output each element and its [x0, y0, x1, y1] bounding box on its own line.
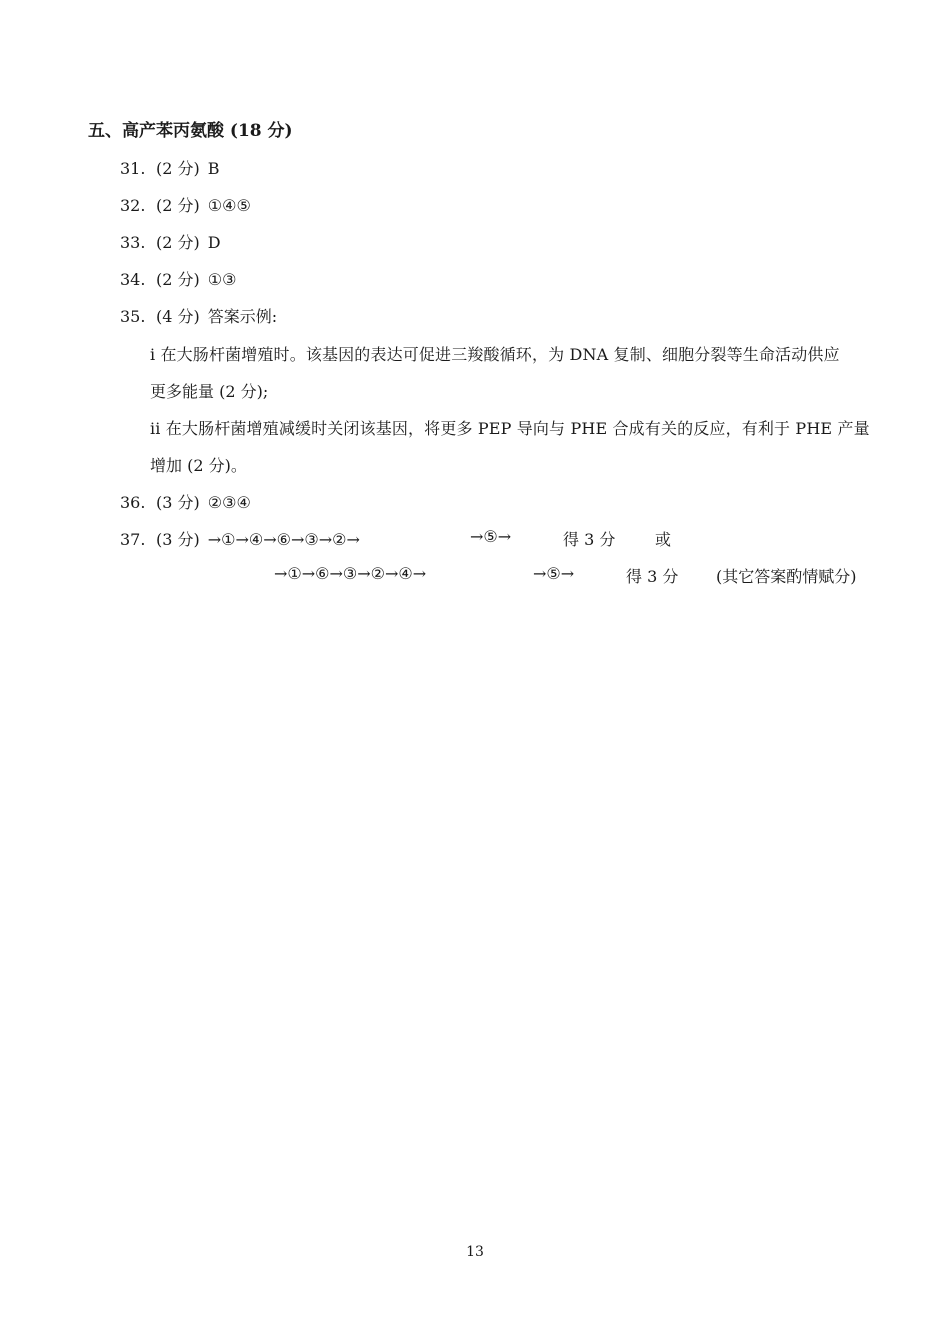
sequence-1-part-a: →①→④→⑥→③→②→ [207, 530, 360, 549]
question-number: 31. [120, 159, 146, 178]
section-title: 五、高产苯丙氨酸 (18 分) [88, 121, 293, 141]
question-answer: B [207, 159, 220, 178]
question-number: 37. [120, 530, 146, 549]
answer-37 [120, 527, 360, 550]
q35-part-i-line2: 更多能量 (2 分); [150, 382, 269, 401]
question-points: (3 分) [156, 530, 200, 549]
page-number: 13 [466, 1244, 484, 1260]
sequence-2-score: 得 3 分 [626, 567, 679, 586]
question-answer: ②③④ [207, 493, 251, 512]
sequence-1-score: 得 3 分 [563, 530, 616, 549]
question-points: (2 分) [156, 196, 200, 215]
question-number: 35. [120, 307, 146, 326]
answer-34 [120, 267, 236, 290]
or-label: 或 [655, 530, 672, 549]
question-points: (2 分) [156, 159, 200, 178]
answer-33 [120, 230, 221, 253]
question-answer: D [207, 233, 221, 252]
question-number: 33. [120, 233, 146, 252]
question-points: (2 分) [156, 233, 200, 252]
q35-part-ii-line1: ii 在大肠杆菌增殖减缓时关闭该基因，将更多 PEP 导向与 PHE 合成有关的反应，有利于 PHE 产量 [150, 419, 870, 438]
grading-note: (其它答案酌情赋分) [716, 567, 857, 586]
q35-part-i-line1: i 在大肠杆菌增殖时。该基因的表达可促进三羧酸循环，为 DNA 复制、细胞分裂等生命活动供应 [150, 345, 840, 364]
question-number: 32. [120, 196, 146, 215]
question-number: 36. [120, 493, 146, 512]
answer-32 [120, 193, 251, 216]
question-points: (4 分) [156, 307, 200, 326]
answer-36 [120, 490, 251, 513]
question-number: 34. [120, 270, 146, 289]
question-answer: 答案示例: [207, 307, 278, 326]
question-points: (2 分) [156, 270, 200, 289]
question-answer: ①④⑤ [207, 196, 251, 215]
sequence-1-part-b: →⑤→ [470, 527, 512, 546]
answer-35 [120, 304, 277, 327]
sequence-2-part-a: →①→⑥→③→②→④→ [274, 564, 427, 583]
q35-part-ii-line2: 增加 (2 分)。 [150, 456, 247, 475]
question-answer: ①③ [207, 270, 237, 289]
question-points: (3 分) [156, 493, 200, 512]
sequence-2-part-b: →⑤→ [533, 564, 575, 583]
answer-31 [120, 156, 220, 179]
